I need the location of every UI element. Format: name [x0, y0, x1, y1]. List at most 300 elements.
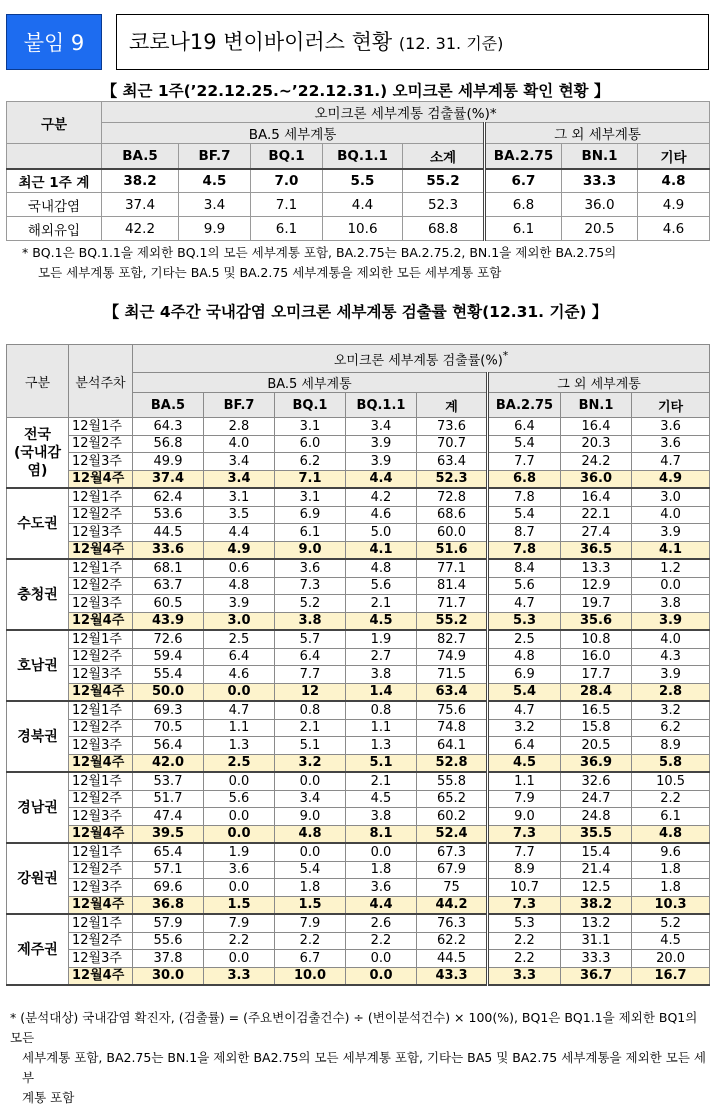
week-label: 12월1주	[69, 418, 133, 436]
header-week: 분석주차	[69, 345, 133, 418]
region-label: 경북권	[7, 701, 69, 772]
cell: 4.9	[632, 470, 710, 488]
header-rate-text: 오미크론 세부계통 검출률(%)	[333, 353, 503, 369]
cell: 3.8	[632, 595, 710, 613]
footnote-line: 계통 포함	[22, 1090, 75, 1105]
section1-title: 【 최근 1주(’22.12.25.~’22.12.31.) 오미크론 세부계통 확인 현황 】	[101, 82, 610, 100]
cell: 8.9	[488, 861, 561, 879]
cell: 2.5	[488, 630, 561, 648]
cell: 67.3	[417, 843, 488, 861]
regional-rate-table	[6, 344, 710, 986]
cell: 60.5	[133, 595, 204, 613]
cell: 63.7	[133, 577, 204, 595]
table-row	[7, 506, 710, 524]
section2-title: 【 최근 4주간 국내감염 오미크론 세부계통 검출률 현황(12.31. 기준) 】	[103, 303, 608, 321]
col-header: BQ.1.1	[323, 144, 403, 169]
cell: 1.5	[204, 896, 275, 914]
cell: 0.0	[204, 772, 275, 790]
cell: 36.0	[562, 193, 638, 217]
cell: 4.8	[638, 169, 710, 193]
cell: 2.1	[346, 772, 417, 790]
table-row	[7, 808, 710, 826]
cell: 5.4	[488, 506, 561, 524]
cell: 3.2	[488, 719, 561, 737]
cell: 7.9	[275, 914, 346, 932]
cell: 70.7	[417, 435, 488, 453]
cell: 7.7	[275, 666, 346, 684]
cell: 35.6	[561, 612, 632, 630]
cell: 10.6	[323, 217, 403, 241]
cell: 75.6	[417, 701, 488, 719]
cell: 5.7	[275, 630, 346, 648]
cell: 55.8	[417, 772, 488, 790]
cell: 56.8	[133, 435, 204, 453]
cell: 3.0	[204, 612, 275, 630]
cell: 4.9	[638, 193, 710, 217]
cell: 5.0	[346, 524, 417, 542]
cell: 0.0	[346, 967, 417, 985]
cell: 0.6	[204, 559, 275, 577]
region-label: 호남권	[7, 630, 69, 701]
cell: 3.9	[204, 595, 275, 613]
table-row	[7, 169, 710, 193]
cell: 20.5	[561, 737, 632, 755]
cell: 33.6	[133, 541, 204, 559]
table-row	[7, 683, 710, 701]
cell: 10.0	[275, 967, 346, 985]
cell: 5.1	[275, 737, 346, 755]
cell: 1.1	[346, 719, 417, 737]
cell: 16.4	[561, 488, 632, 506]
cell: 33.3	[561, 950, 632, 968]
cell: 9.0	[275, 808, 346, 826]
cell: 16.0	[561, 648, 632, 666]
cell: 60.0	[417, 524, 488, 542]
cell: 6.2	[275, 453, 346, 471]
cell: 3.4	[204, 453, 275, 471]
cell: 2.1	[275, 719, 346, 737]
cell: 6.7	[275, 950, 346, 968]
cell: 7.8	[488, 541, 561, 559]
cell: 7.9	[204, 914, 275, 932]
cell: 52.3	[403, 193, 485, 217]
col-header: BF.7	[204, 393, 275, 418]
cell: 77.1	[417, 559, 488, 577]
cell: 15.4	[561, 843, 632, 861]
week-label: 12월2주	[69, 506, 133, 524]
table-row	[7, 577, 710, 595]
region-label: 충청권	[7, 559, 69, 630]
col-header: BQ.1	[251, 144, 323, 169]
cell: 16.7	[632, 967, 710, 985]
cell: 7.0	[251, 169, 323, 193]
table-row	[7, 754, 710, 772]
cell: 44.5	[133, 524, 204, 542]
cell: 5.1	[346, 754, 417, 772]
cell: 52.4	[417, 825, 488, 843]
header-category: 구분	[7, 345, 69, 418]
cell: 37.4	[133, 470, 204, 488]
cell: 36.7	[561, 967, 632, 985]
page-header	[6, 14, 709, 72]
cell: 5.6	[488, 577, 561, 595]
cell: 5.8	[632, 754, 710, 772]
table-row	[7, 453, 710, 471]
cell: 57.1	[133, 861, 204, 879]
cell: 3.6	[632, 435, 710, 453]
cell: 6.4	[488, 737, 561, 755]
cell: 10.7	[488, 879, 561, 897]
week-label: 12월1주	[69, 843, 133, 861]
cell: 0.8	[346, 701, 417, 719]
weekly-summary-table	[6, 101, 710, 241]
cell: 3.2	[275, 754, 346, 772]
week-label: 12월4주	[69, 967, 133, 985]
cell: 4.7	[488, 595, 561, 613]
col-header: BA.5	[102, 144, 179, 169]
cell: 6.1	[485, 217, 562, 241]
table-row	[7, 217, 710, 241]
cell: 15.8	[561, 719, 632, 737]
cell: 44.2	[417, 896, 488, 914]
cell: 22.1	[561, 506, 632, 524]
cell: 3.6	[346, 879, 417, 897]
cell: 52.8	[417, 754, 488, 772]
cell: 19.7	[561, 595, 632, 613]
cell: 55.6	[133, 932, 204, 950]
cell: 4.0	[204, 435, 275, 453]
cell: 42.2	[102, 217, 179, 241]
cell: 3.9	[632, 612, 710, 630]
cell: 5.3	[488, 914, 561, 932]
cell: 67.9	[417, 861, 488, 879]
header-group-other: 그 외 세부계통	[485, 123, 710, 144]
cell: 4.4	[346, 470, 417, 488]
cell: 31.1	[561, 932, 632, 950]
week-label: 12월3주	[69, 737, 133, 755]
cell: 2.7	[346, 648, 417, 666]
cell: 75	[417, 879, 488, 897]
cell: 7.8	[488, 488, 561, 506]
week-label: 12월4주	[69, 754, 133, 772]
cell: 12.9	[561, 577, 632, 595]
cell: 7.3	[275, 577, 346, 595]
cell: 4.7	[632, 453, 710, 471]
cell: 2.5	[204, 754, 275, 772]
cell: 3.6	[275, 559, 346, 577]
cell: 2.2	[275, 932, 346, 950]
week-label: 12월3주	[69, 879, 133, 897]
week-label: 12월4주	[69, 612, 133, 630]
cell: 4.5	[346, 790, 417, 808]
cell: 5.5	[323, 169, 403, 193]
cell: 72.6	[133, 630, 204, 648]
cell: 1.8	[632, 879, 710, 897]
cell: 36.0	[561, 470, 632, 488]
cell: 28.4	[561, 683, 632, 701]
section2-footnote	[6, 1008, 709, 1108]
cell: 4.2	[346, 488, 417, 506]
cell: 6.1	[251, 217, 323, 241]
cell: 70.5	[133, 719, 204, 737]
cell: 3.6	[632, 418, 710, 436]
cell: 2.2	[488, 950, 561, 968]
cell: 3.8	[346, 808, 417, 826]
col-header: BF.7	[179, 144, 251, 169]
cell: 53.7	[133, 772, 204, 790]
cell: 5.6	[204, 790, 275, 808]
cell: 4.6	[204, 666, 275, 684]
header-blank	[7, 144, 102, 169]
week-label: 12월1주	[69, 559, 133, 577]
region-label: 전국 (국내감염)	[7, 418, 69, 489]
table-row	[7, 719, 710, 737]
cell: 3.2	[632, 701, 710, 719]
table-row	[7, 737, 710, 755]
cell: 16.4	[561, 418, 632, 436]
cell: 2.2	[204, 932, 275, 950]
cell: 55.2	[403, 169, 485, 193]
cell: 6.8	[488, 470, 561, 488]
cell: 76.3	[417, 914, 488, 932]
cell: 1.8	[632, 861, 710, 879]
cell: 7.3	[488, 896, 561, 914]
cell: 1.2	[632, 559, 710, 577]
col-header: 소계	[403, 144, 485, 169]
row-label: 해외유입	[7, 217, 102, 241]
cell: 1.4	[346, 683, 417, 701]
table-row	[7, 488, 710, 506]
cell: 68.8	[403, 217, 485, 241]
cell: 4.7	[204, 701, 275, 719]
cell: 21.4	[561, 861, 632, 879]
cell: 4.5	[488, 754, 561, 772]
table-row	[7, 559, 710, 577]
cell: 1.5	[275, 896, 346, 914]
cell: 36.5	[561, 541, 632, 559]
cell: 2.8	[204, 418, 275, 436]
footnote-line: * BQ.1은 BQ.1.1을 제외한 BQ.1의 모든 세부계통 포함, BA.2.75는 BA.2.75.2, BN.1을 제외한 BA.2.75의	[22, 245, 617, 260]
week-label: 12월4주	[69, 825, 133, 843]
region-label: 강원권	[7, 843, 69, 914]
cell: 64.1	[417, 737, 488, 755]
row-label: 최근 1주 계	[7, 169, 102, 193]
cell: 10.5	[632, 772, 710, 790]
cell: 71.5	[417, 666, 488, 684]
cell: 1.8	[346, 861, 417, 879]
week-label: 12월3주	[69, 595, 133, 613]
cell: 24.7	[561, 790, 632, 808]
week-label: 12월2주	[69, 861, 133, 879]
cell: 0.0	[204, 683, 275, 701]
cell: 4.3	[632, 648, 710, 666]
cell: 6.4	[488, 418, 561, 436]
cell: 3.3	[488, 967, 561, 985]
cell: 9.9	[179, 217, 251, 241]
cell: 4.1	[346, 541, 417, 559]
row-label: 국내감염	[7, 193, 102, 217]
cell: 5.6	[346, 577, 417, 595]
cell: 44.5	[417, 950, 488, 968]
cell: 0.0	[346, 843, 417, 861]
table-row	[7, 772, 710, 790]
footnote-line: 모든 세부계통 포함, 기타는 BA.5 및 BA.2.75 세부계통을 제외한 모든 세부계통 포함	[38, 265, 502, 280]
cell: 16.5	[561, 701, 632, 719]
cell: 0.0	[204, 950, 275, 968]
cell: 5.2	[632, 914, 710, 932]
table-row	[7, 612, 710, 630]
header-group-other: 그 외 세부계통	[488, 373, 710, 393]
header-rate: 오미크론 세부계통 검출률(%)*	[102, 102, 710, 123]
cell: 38.2	[102, 169, 179, 193]
cell: 43.9	[133, 612, 204, 630]
cell: 6.1	[632, 808, 710, 826]
table-row	[7, 418, 710, 436]
cell: 0.0	[275, 772, 346, 790]
week-label: 12월2주	[69, 932, 133, 950]
cell: 4.4	[346, 896, 417, 914]
cell: 4.6	[638, 217, 710, 241]
header-group-ba5: BA.5 세부계통	[133, 373, 488, 393]
cell: 36.8	[133, 896, 204, 914]
cell: 5.3	[488, 612, 561, 630]
week-label: 12월4주	[69, 896, 133, 914]
week-label: 12월4주	[69, 541, 133, 559]
week-label: 12월4주	[69, 683, 133, 701]
cell: 30.0	[133, 967, 204, 985]
cell: 65.2	[417, 790, 488, 808]
cell: 51.7	[133, 790, 204, 808]
cell: 7.9	[488, 790, 561, 808]
cell: 52.3	[417, 470, 488, 488]
table-row	[7, 896, 710, 914]
table-row	[7, 470, 710, 488]
cell: 6.9	[275, 506, 346, 524]
cell: 74.9	[417, 648, 488, 666]
cell: 69.6	[133, 879, 204, 897]
col-header: BA.5	[133, 393, 204, 418]
cell: 43.3	[417, 967, 488, 985]
table-row	[7, 701, 710, 719]
cell: 13.3	[561, 559, 632, 577]
cell: 4.5	[632, 932, 710, 950]
cell: 72.8	[417, 488, 488, 506]
cell: 1.1	[204, 719, 275, 737]
cell: 62.2	[417, 932, 488, 950]
cell: 0.8	[275, 701, 346, 719]
table-row	[7, 843, 710, 861]
cell: 69.3	[133, 701, 204, 719]
week-label: 12월1주	[69, 630, 133, 648]
table-row	[7, 666, 710, 684]
cell: 2.2	[488, 932, 561, 950]
cell: 4.8	[346, 559, 417, 577]
cell: 1.3	[346, 737, 417, 755]
week-label: 12월4주	[69, 470, 133, 488]
week-label: 12월2주	[69, 435, 133, 453]
col-header: BQ.1.1	[346, 393, 417, 418]
table-row	[7, 193, 710, 217]
region-label: 수도권	[7, 488, 69, 559]
cell: 3.5	[204, 506, 275, 524]
cell: 6.1	[275, 524, 346, 542]
cell: 32.6	[561, 772, 632, 790]
cell: 4.1	[632, 541, 710, 559]
week-label: 12월1주	[69, 772, 133, 790]
cell: 6.4	[275, 648, 346, 666]
cell: 5.4	[488, 683, 561, 701]
cell: 27.4	[561, 524, 632, 542]
cell: 6.0	[275, 435, 346, 453]
cell: 4.8	[204, 577, 275, 595]
cell: 0.0	[204, 879, 275, 897]
col-header: BQ.1	[275, 393, 346, 418]
week-label: 12월2주	[69, 648, 133, 666]
cell: 1.9	[346, 630, 417, 648]
cell: 9.0	[488, 808, 561, 826]
week-label: 12월2주	[69, 577, 133, 595]
cell: 4.0	[632, 506, 710, 524]
cell: 60.2	[417, 808, 488, 826]
col-header: BN.1	[561, 393, 632, 418]
cell: 4.0	[632, 630, 710, 648]
cell: 5.2	[275, 595, 346, 613]
table-row	[7, 541, 710, 559]
cell: 59.4	[133, 648, 204, 666]
cell: 4.5	[179, 169, 251, 193]
cell: 4.4	[204, 524, 275, 542]
cell: 7.3	[488, 825, 561, 843]
cell: 36.9	[561, 754, 632, 772]
cell: 68.1	[133, 559, 204, 577]
cell: 12	[275, 683, 346, 701]
table-row	[7, 861, 710, 879]
cell: 74.8	[417, 719, 488, 737]
cell: 24.8	[561, 808, 632, 826]
week-label: 12월2주	[69, 719, 133, 737]
week-label: 12월1주	[69, 701, 133, 719]
cell: 20.0	[632, 950, 710, 968]
cell: 3.1	[275, 488, 346, 506]
cell: 0.0	[275, 843, 346, 861]
cell: 1.3	[204, 737, 275, 755]
region-label: 경남권	[7, 772, 69, 843]
cell: 51.6	[417, 541, 488, 559]
cell: 1.8	[275, 879, 346, 897]
cell: 4.8	[275, 825, 346, 843]
cell: 49.9	[133, 453, 204, 471]
table-row	[7, 435, 710, 453]
cell: 81.4	[417, 577, 488, 595]
cell: 6.2	[632, 719, 710, 737]
page-title-date: (12. 31. 기준)	[398, 34, 504, 53]
cell: 0.0	[632, 577, 710, 595]
col-header: 기타	[638, 144, 710, 169]
cell: 4.6	[346, 506, 417, 524]
attachment-badge: 붙임 9	[6, 14, 102, 70]
week-label: 12월1주	[69, 488, 133, 506]
cell: 7.7	[488, 843, 561, 861]
cell: 0.0	[346, 950, 417, 968]
cell: 7.1	[275, 470, 346, 488]
header-category: 구분	[7, 102, 102, 144]
cell: 7.7	[488, 453, 561, 471]
page-title-text: 코로나19 변이바이러스 현황	[129, 30, 393, 54]
col-header: 계	[417, 393, 488, 418]
cell: 57.9	[133, 914, 204, 932]
cell: 3.1	[275, 418, 346, 436]
header-rate	[133, 345, 710, 373]
